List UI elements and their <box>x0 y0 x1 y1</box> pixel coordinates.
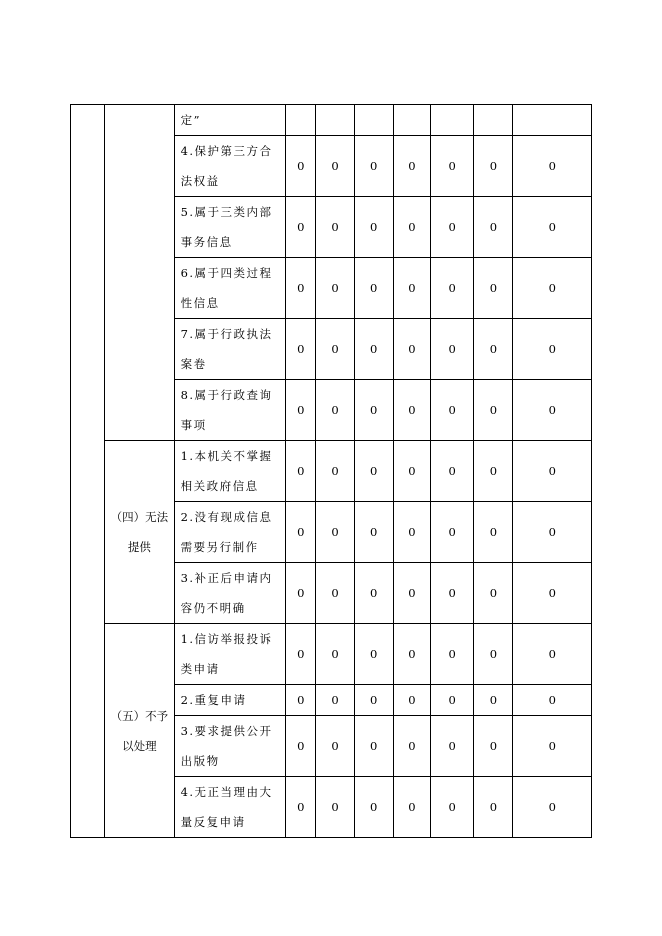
item-label: 6.属于四类过程性信息 <box>174 258 286 319</box>
value-cell: 0 <box>431 136 474 197</box>
value-cell: 0 <box>286 685 316 716</box>
category-cell-3 <box>105 105 174 441</box>
value-cell: 0 <box>474 716 513 777</box>
value-cell: 0 <box>474 319 513 380</box>
value-cell: 0 <box>474 563 513 624</box>
value-cell: 0 <box>286 563 316 624</box>
value-cell: 0 <box>513 258 592 319</box>
value-cell: 0 <box>474 624 513 685</box>
value-cell: 0 <box>316 716 354 777</box>
value-cell: 0 <box>354 685 393 716</box>
value-cell: 0 <box>393 258 430 319</box>
value-cell: 0 <box>474 197 513 258</box>
value-cell: 0 <box>431 685 474 716</box>
item-label: 4.保护第三方合法权益 <box>174 136 286 197</box>
value-cell: 0 <box>431 624 474 685</box>
value-cell: 0 <box>316 502 354 563</box>
value-cell: 0 <box>431 258 474 319</box>
value-cell: 0 <box>354 441 393 502</box>
value-cell: 0 <box>316 441 354 502</box>
value-cell: 0 <box>393 380 430 441</box>
value-cell: 0 <box>316 380 354 441</box>
value-cell: 0 <box>354 777 393 838</box>
item-label: 2.重复申请 <box>174 685 286 716</box>
value-cell: 0 <box>393 624 430 685</box>
value-cell: 0 <box>431 502 474 563</box>
value-cell: 0 <box>513 716 592 777</box>
table-row <box>71 441 592 502</box>
value-cell: 0 <box>316 777 354 838</box>
item-label: 定” <box>174 105 286 136</box>
value-cell: 0 <box>474 380 513 441</box>
value-cell: 0 <box>316 563 354 624</box>
category-cell-5: （五）不予以处理 <box>105 624 174 838</box>
value-cell: 0 <box>286 624 316 685</box>
outer-left-cell <box>71 105 105 838</box>
value-cell: 0 <box>286 716 316 777</box>
value-cell: 0 <box>513 441 592 502</box>
value-cell: 0 <box>474 777 513 838</box>
value-cell: 0 <box>431 197 474 258</box>
item-label: 3.要求提供公开出版物 <box>174 716 286 777</box>
value-cell: 0 <box>393 441 430 502</box>
value-cell: 0 <box>393 716 430 777</box>
item-label: 2.没有现成信息需要另行制作 <box>174 502 286 563</box>
item-label: 7.属于行政执法案卷 <box>174 319 286 380</box>
table-row <box>71 624 592 685</box>
value-cell: 0 <box>431 441 474 502</box>
value-cell: 0 <box>354 716 393 777</box>
value-cell: 0 <box>393 136 430 197</box>
value-cell: 0 <box>286 197 316 258</box>
value-cell: 0 <box>474 685 513 716</box>
value-cell: 0 <box>513 502 592 563</box>
item-label: 8.属于行政查询事项 <box>174 380 286 441</box>
value-cell: 0 <box>431 380 474 441</box>
value-cell: 0 <box>354 319 393 380</box>
value-cell: 0 <box>354 380 393 441</box>
value-cell: 0 <box>513 685 592 716</box>
value-cell: 0 <box>474 136 513 197</box>
value-cell: 0 <box>393 197 430 258</box>
value-cell: 0 <box>286 136 316 197</box>
value-cell: 0 <box>513 777 592 838</box>
value-cell: 0 <box>286 258 316 319</box>
value-cell: 0 <box>393 777 430 838</box>
value-cell: 0 <box>286 777 316 838</box>
value-cell: 0 <box>393 319 430 380</box>
value-cell: 0 <box>513 563 592 624</box>
value-cell: 0 <box>431 716 474 777</box>
value-cell: 0 <box>316 197 354 258</box>
value-cell: 0 <box>354 197 393 258</box>
value-cell: 0 <box>431 319 474 380</box>
value-cell: 0 <box>431 563 474 624</box>
value-cell: 0 <box>286 319 316 380</box>
value-cell: 0 <box>354 563 393 624</box>
value-cell: 0 <box>513 197 592 258</box>
value-cell: 0 <box>316 136 354 197</box>
item-label: 1.信访举报投诉类申请 <box>174 624 286 685</box>
value-cell: 0 <box>513 319 592 380</box>
value-cell: 0 <box>354 624 393 685</box>
item-label: 1.本机关不掌握相关政府信息 <box>174 441 286 502</box>
report-table <box>70 104 592 838</box>
value-cell: 0 <box>474 441 513 502</box>
table-row <box>71 105 592 136</box>
item-label: 5.属于三类内部事务信息 <box>174 197 286 258</box>
value-cell: 0 <box>474 502 513 563</box>
value-cell: 0 <box>316 258 354 319</box>
value-cell: 0 <box>513 624 592 685</box>
value-cell: 0 <box>474 258 513 319</box>
value-cell: 0 <box>286 380 316 441</box>
value-cell: 0 <box>286 502 316 563</box>
value-cell: 0 <box>316 624 354 685</box>
value-cell: 0 <box>513 136 592 197</box>
value-cell: 0 <box>393 502 430 563</box>
value-cell: 0 <box>286 441 316 502</box>
value-cell: 0 <box>354 502 393 563</box>
value-cell: 0 <box>354 136 393 197</box>
item-label: 3.补正后申请内容仍不明确 <box>174 563 286 624</box>
value-cell: 0 <box>393 685 430 716</box>
value-cell: 0 <box>431 777 474 838</box>
value-cell: 0 <box>393 563 430 624</box>
category-cell-4: （四）无法提供 <box>105 441 174 624</box>
value-cell: 0 <box>513 380 592 441</box>
value-cell: 0 <box>316 685 354 716</box>
value-cell: 0 <box>354 258 393 319</box>
item-label: 4.无正当理由大量反复申请 <box>174 777 286 838</box>
value-cell: 0 <box>316 319 354 380</box>
